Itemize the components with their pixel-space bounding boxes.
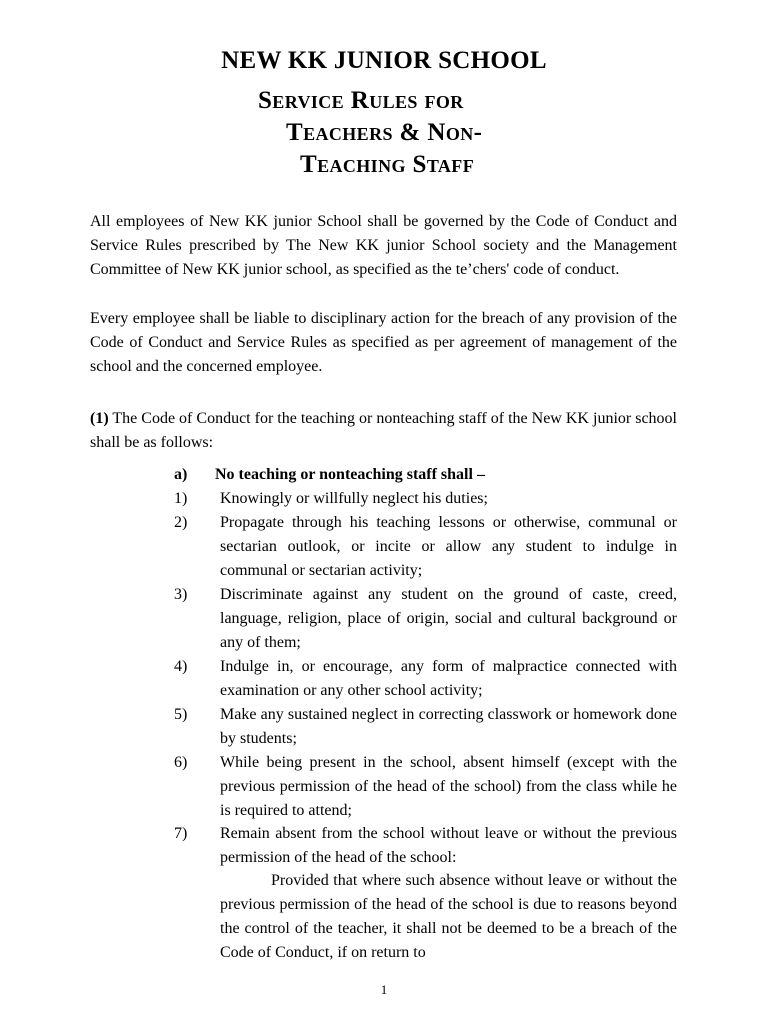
school-name-heading: NEW KK JUNIOR SCHOOL <box>221 47 547 74</box>
list-item <box>174 487 677 511</box>
subtitle-line-1: Service Rules for <box>258 87 464 114</box>
subsection-a-marker: a) <box>174 466 188 483</box>
subtitle-line-2: Teachers & Non- <box>286 119 483 146</box>
list-item-text: Propagate through his teaching lessons or otherwise, communal or sectarian outlook, or incite or allow any student to indulge in communal or sectarian activity; <box>220 514 677 579</box>
intro-paragraph-2: Every employee shall be liable to disciplinary action for the breach of any provision of the Code of Conduct and Service Rules as specified as per agreement of management of the school and the concerned employee. <box>90 310 677 375</box>
subsection-a-text: No teaching or nonteaching staff shall – <box>215 466 485 483</box>
list-item <box>174 583 677 655</box>
list-item <box>174 822 677 870</box>
section-1-text: The Code of Conduct for the teaching or nonteaching staff of the New KK junior school shall be as follows: <box>90 410 677 451</box>
subsection-a-heading <box>174 463 485 487</box>
list-item-number: 3) <box>174 586 188 603</box>
list-item <box>174 751 677 823</box>
intro-paragraph-1: All employees of New KK junior School shall be governed by the Code of Conduct and Service Rules prescribed by The New KK junior School society and the Management Committee of New KK junior school, as specified as the te’chers' code of conduct. <box>90 213 677 278</box>
list-item-number: 4) <box>174 658 188 675</box>
list-item <box>174 511 677 583</box>
list-item <box>174 655 677 703</box>
list-item-text: Remain absent from the school without leave or without the previous permission of the head of the school: <box>220 825 677 866</box>
list-item-text: Knowingly or willfully neglect his duties; <box>220 490 488 507</box>
subtitle-line-3: Teaching Staff <box>300 151 475 178</box>
list-item-number: 6) <box>174 754 188 771</box>
proviso-paragraph: Provided that where such absence without leave or without the previous permission of the head of the school is due to reasons beyond the control of the teacher, it shall not be deemed to be a breach of the Code of Conduct, if on return to <box>220 872 677 961</box>
section-1-intro <box>90 407 677 455</box>
list-item-text: Make any sustained neglect in correcting classwork or homework done by students; <box>220 706 677 747</box>
section-1-number: (1) <box>90 410 109 427</box>
list-item-text: While being present in the school, absent himself (except with the previous permission of the head of the school) from the class while he is required to attend; <box>220 754 677 819</box>
list-item-number: 7) <box>174 825 188 842</box>
list-item-text: Discriminate against any student on the ground of caste, creed, language, religion, place of origin, social and cultural background or any of them; <box>220 586 677 651</box>
list-item <box>174 703 677 751</box>
list-item-number: 2) <box>174 514 188 531</box>
list-item-number: 5) <box>174 706 188 723</box>
page-number: 1 <box>380 982 388 997</box>
list-item-text: Indulge in, or encourage, any form of malpractice connected with examination or any other school activity; <box>220 658 677 699</box>
list-item-number: 1) <box>174 490 188 507</box>
